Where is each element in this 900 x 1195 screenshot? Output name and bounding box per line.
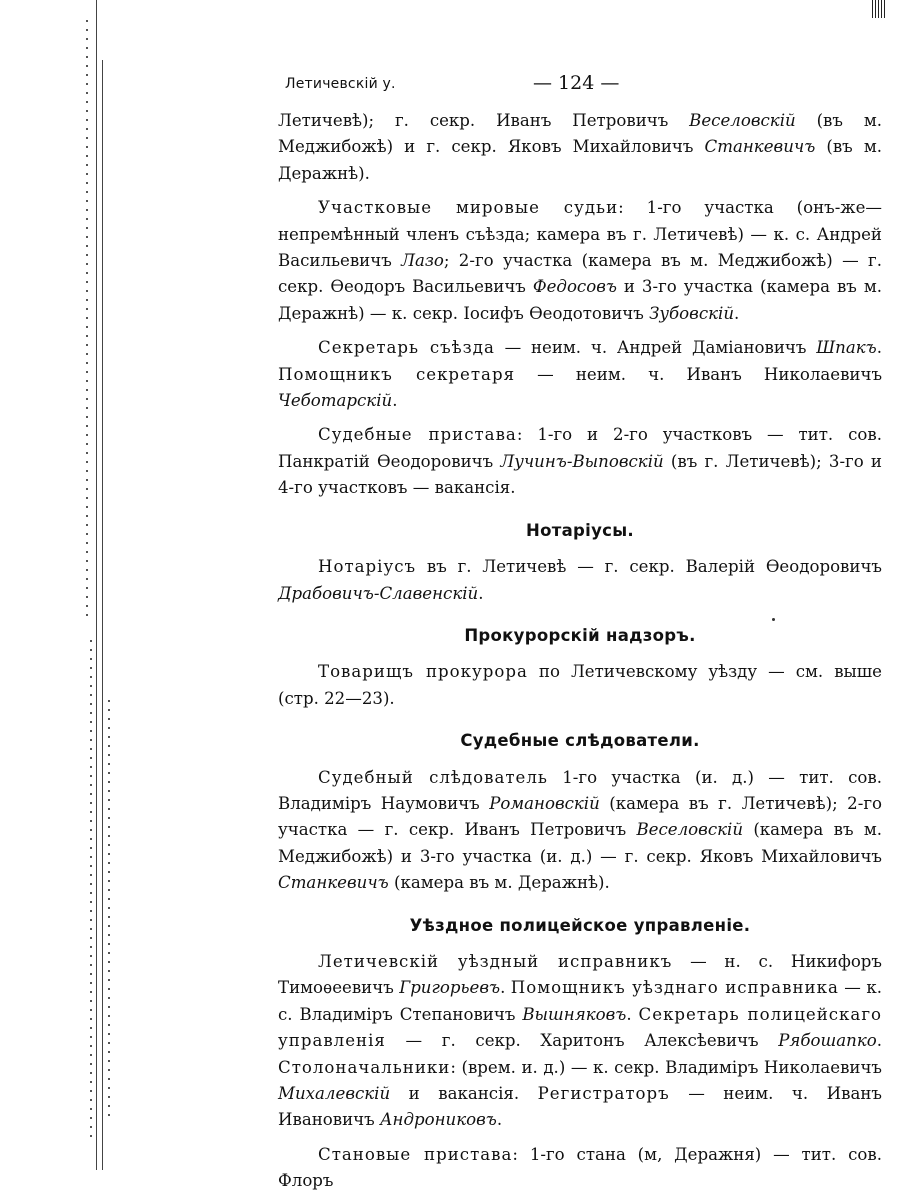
person-surname: Зубовскій <box>649 303 735 323</box>
text-run: . <box>496 1110 503 1130</box>
text-run: (камера въ м. Меджибожѣ) и 3-го участка (и. д.) — г. секр. Яковъ Михайловичъ <box>278 820 883 866</box>
text-run: : 1-го стана (м, Деражня) — тит. сов. Флоръ <box>278 1144 883 1191</box>
text-run: . <box>500 978 511 998</box>
text-run: : (врем. и. д.) — к. секр. Владиміръ Николаевичъ <box>450 1057 882 1077</box>
running-head: Летичевскій у. <box>285 76 396 92</box>
person-surname: Григорьевъ <box>399 978 501 998</box>
person-surname: Драбовичъ-Славенскій <box>278 583 479 603</box>
binding-speckle <box>86 20 88 620</box>
text-run: : 1-го и 2-го участковъ — тит. сов. Панкратій Ѳеодоровичъ <box>278 425 882 471</box>
text-run: . <box>626 1004 639 1024</box>
scan-corner-mark <box>872 0 886 18</box>
page-number: — 124 — <box>533 72 620 94</box>
text-run: . <box>876 338 882 358</box>
text-run: ; 2-го участка (камера въ м. Меджибожѣ) — г. секр. Ѳеодоръ Васильевичъ <box>278 251 882 297</box>
text-run: — к. с. Владиміръ Степановичъ <box>278 978 882 1024</box>
text-run: по Летичевскому уѣзду — см. выше (стр. 22—23). <box>278 662 883 708</box>
page-header <box>285 70 885 100</box>
text-run: въ г. Летичевѣ — г. секр. Валерій Ѳеодоровичъ <box>416 557 882 577</box>
person-surname: Лазо <box>401 251 444 271</box>
binding-line <box>96 0 97 1170</box>
section-heading: Нотаріусы. <box>525 520 635 540</box>
person-surname: Федосовъ <box>532 277 617 297</box>
paragraph <box>278 554 882 607</box>
text-run: (въ м. Деражнѣ). <box>278 137 883 183</box>
person-surname: Шпакъ <box>816 338 877 358</box>
text-run: — неим. ч. Иванъ Николаевичъ <box>515 364 882 384</box>
office-title: Помощникъ секретаря <box>278 364 516 384</box>
ink-speck <box>772 618 775 621</box>
text-run: . <box>478 583 484 603</box>
office-title: Нотаріусъ <box>318 557 417 577</box>
text-run: Летичевѣ); г. секр. Иванъ Петровичъ <box>278 111 690 130</box>
text-run: (камера въ м. Деражнѣ). <box>388 873 610 893</box>
person-surname: Станкевичъ <box>704 137 816 157</box>
office-title: Летичевскій уѣздный исправникъ <box>318 951 673 971</box>
page-body <box>278 108 882 1195</box>
paragraph <box>278 108 882 187</box>
binding-speckle <box>108 700 110 1120</box>
paragraph <box>278 949 882 1134</box>
person-surname: Андрониковъ <box>379 1110 497 1130</box>
section-heading: Прокурорскій надзоръ. <box>464 625 696 645</box>
paragraph <box>278 765 882 897</box>
paragraph <box>278 335 882 414</box>
section-heading: Уѣздное полицейское управленіе. <box>409 915 751 935</box>
text-run: и 3-го участка (камера въ м. Деражнѣ) — к. секр. Іосифъ Ѳеодотовичъ <box>278 277 883 323</box>
office-title: Регистраторъ <box>537 1084 670 1103</box>
text-run: . <box>392 391 398 411</box>
text-run: — г. секр. Харитонъ Алексѣевичъ <box>385 1031 779 1051</box>
office-title: Секретарь полицейскаго управленія <box>278 1004 882 1051</box>
person-surname: Веселовскій <box>636 820 744 840</box>
office-title: Секретарь съѣзда <box>318 338 495 358</box>
text-run: . <box>734 303 740 323</box>
office-title: Становые пристава <box>318 1144 513 1164</box>
person-surname: Станкевичъ <box>278 873 389 893</box>
book-binding-edge <box>78 0 128 1190</box>
office-title: Столоначальники <box>278 1057 451 1077</box>
text-run: 1-го участка (и. д.) — тит. сов. Владиміръ Наумовичъ <box>278 767 882 813</box>
paragraph <box>278 422 882 501</box>
person-surname: Веселовскій <box>689 111 796 130</box>
person-surname: Лучинъ-Выповскій <box>500 451 664 471</box>
text-run: — н. с. Никифоръ Тимоѳеевичъ <box>278 951 882 998</box>
person-surname: Вышняковъ <box>522 1004 627 1024</box>
paragraph <box>278 1142 882 1195</box>
text-run: (въ м. Меджибожѣ) и г. секр. Яковъ Михайловичъ <box>278 111 882 157</box>
office-title: Помощникъ уѣзднаго исправника <box>510 978 839 998</box>
person-surname: Михалевскій <box>278 1084 391 1103</box>
text-run: и вакансія. <box>390 1084 538 1103</box>
person-surname: Чеботарскій <box>278 391 393 411</box>
section-heading: Судебные слѣдователи. <box>460 731 700 751</box>
text-run: (камера въ г. Летичевѣ); 2-го участка — г. секр. Иванъ Петровичъ <box>278 793 882 840</box>
office-title: Товарищъ прокурора <box>318 662 528 682</box>
office-title: Участковые мировые судьи <box>318 198 619 218</box>
binding-line <box>102 60 103 1170</box>
office-title: Судебный слѣдователь <box>318 767 548 787</box>
person-surname: Романовскій <box>489 793 600 813</box>
office-title: Судебные пристава <box>318 425 517 445</box>
text-run: — неим. ч. Андрей Даміановичъ <box>494 338 817 358</box>
paragraph <box>278 195 882 327</box>
person-surname: Рябошапко <box>778 1031 877 1051</box>
text-run: (въ г. Летичевѣ); 3-го и 4-го участковъ — вакансія. <box>278 451 882 498</box>
text-run: : 1-го участка (онъ-же—непремѣнный членъ съѣзда; камера въ г. Летичевѣ) — к. с. Андрей Васильевичъ <box>278 198 882 271</box>
text-run: . <box>876 1031 882 1051</box>
paragraph <box>278 659 882 712</box>
binding-speckle <box>90 640 92 1140</box>
text-run: — неим. ч. Иванъ Ивановичъ <box>278 1084 882 1130</box>
